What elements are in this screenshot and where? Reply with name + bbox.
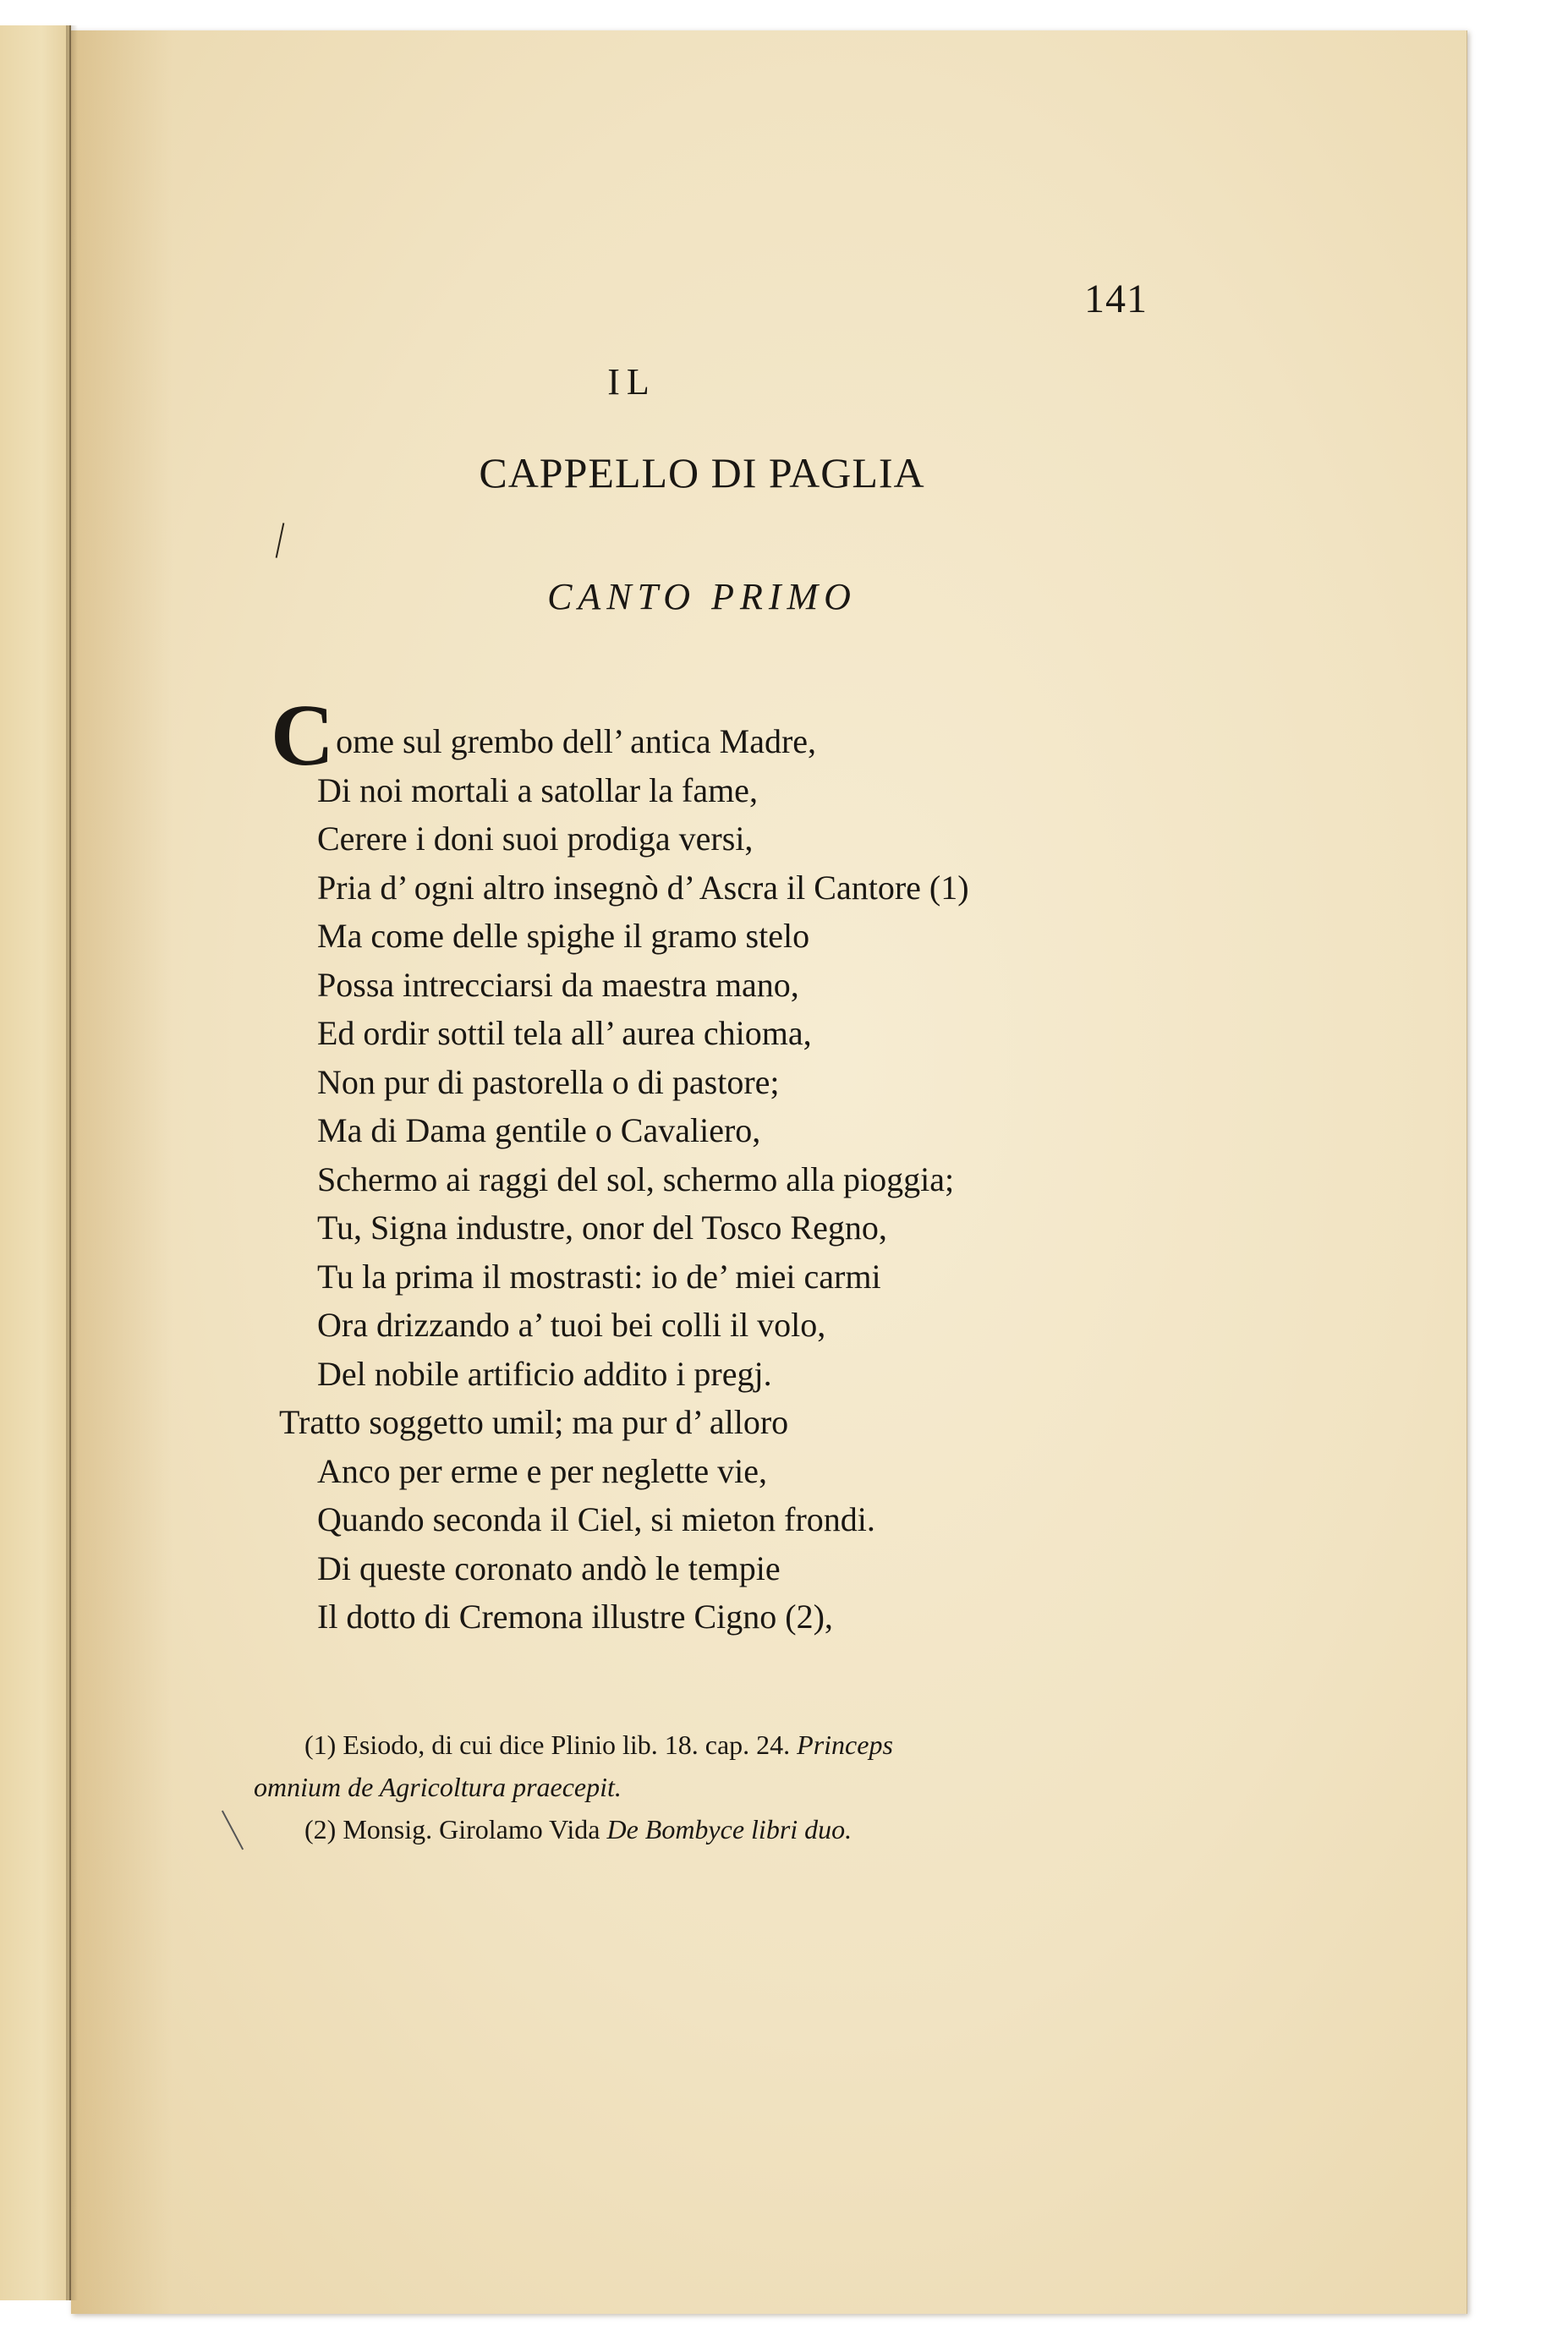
heading-il-text: IL [607, 361, 656, 403]
footnotes [254, 1724, 1167, 1850]
poem-title: CAPPELLO DI PAGLIA [479, 449, 925, 496]
verse-line: Pria d’ ogni altro insegnò d’ Ascra il Cantore (1) [317, 868, 969, 907]
verse-line: Ma come delle spighe il gramo stelo [317, 917, 810, 955]
drop-cap: C [271, 687, 335, 784]
verse-line-1 [271, 687, 1167, 784]
footnote-1-italic-end: omnium de Agricoltura praecepit. [254, 1772, 622, 1802]
verse-line: Di queste coronato andò le tempie [317, 1548, 781, 1587]
verse-line-1-text: ome sul grembo dell’ antica Madre, [336, 722, 817, 760]
canto-heading: CANTO PRIMO [547, 576, 857, 617]
verse-line: Di noi mortali a satollar la fame, [317, 770, 758, 809]
verse-line: Cerere i doni suoi prodiga versi, [317, 819, 754, 858]
verse-line: Tratto soggetto umil; ma pur d’ alloro [279, 1403, 789, 1441]
footnote-2 [254, 1808, 1167, 1850]
verse-line: Ed ordir sottil tela all’ aurea chioma, [317, 1014, 812, 1052]
verse-line: Non pur di pastorella o di pastore; [317, 1062, 780, 1101]
footnote-2-italic: De Bombyce libri duo. [606, 1814, 853, 1844]
verse-line: Il dotto di Cremona illustre Cigno (2), [317, 1598, 833, 1636]
verse-line: Tu la prima il mostrasti: io de’ miei carmi [317, 1257, 881, 1296]
footnote-1-italic-start: Princeps [797, 1729, 893, 1760]
footnote-1 [254, 1724, 1167, 1766]
verse-line: Quando seconda il Ciel, si mieton frondi. [317, 1500, 875, 1538]
heading-il [0, 360, 1568, 403]
verse-line: Ora drizzando a’ tuoi bei colli il volo, [317, 1306, 826, 1344]
footnote-1-continuation [254, 1766, 1167, 1808]
footnote-1-text: (1) Esiodo, di cui dice Plinio lib. 18. cap. 24. [304, 1729, 791, 1760]
poem-verses [271, 687, 1167, 1642]
page-number: 141 [1084, 277, 1148, 321]
verse-line: Ma di Dama gentile o Cavaliero, [317, 1111, 761, 1149]
footnote-2-text: (2) Monsig. Girolamo Vida [304, 1814, 600, 1844]
verse-line: Anco per erme e per neglette vie, [317, 1451, 767, 1490]
verse-line: Del nobile artificio addito i pregj. [317, 1354, 772, 1393]
verse-line: Possa intrecciarsi da maestra mano, [317, 965, 799, 1004]
verse-line: Schermo ai raggi del sol, schermo alla pioggia; [317, 1159, 955, 1198]
verse-line: Tu, Signa industre, onor del Tosco Regno, [317, 1209, 887, 1247]
